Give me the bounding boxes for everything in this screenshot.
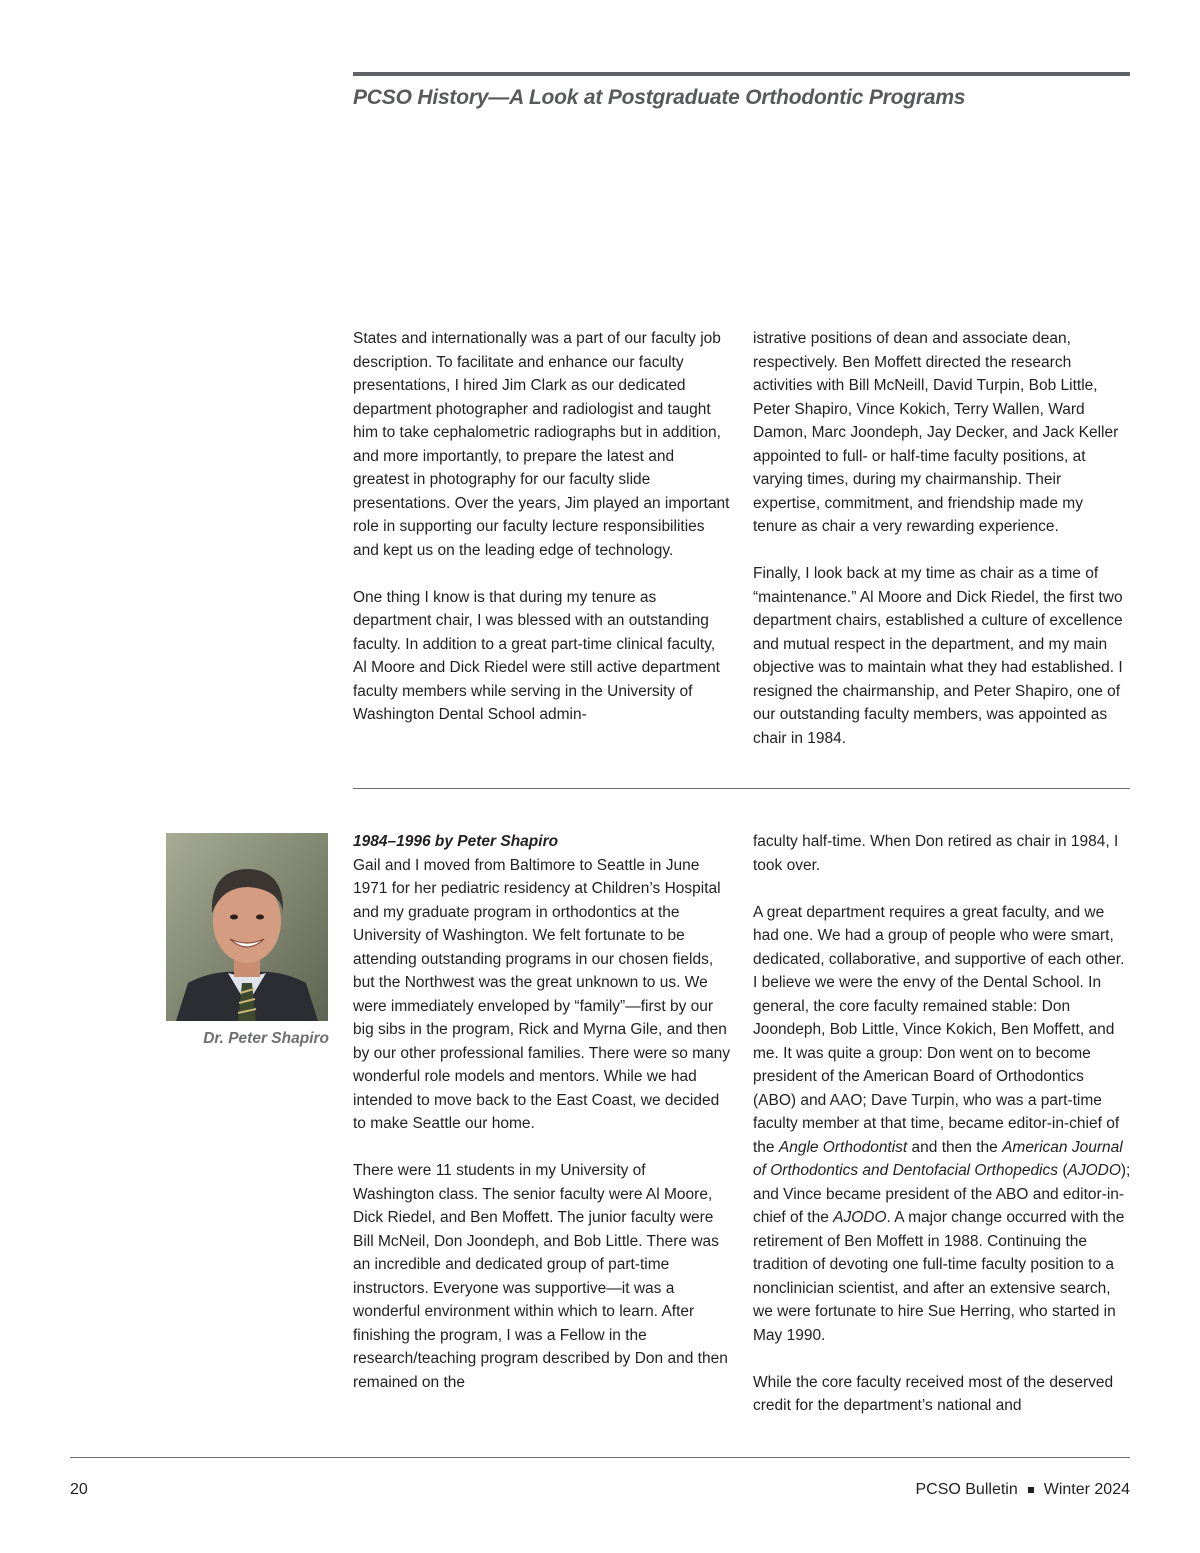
paragraph: There were 11 students in my University of Washington class. The senior faculty were Al Moore, Dick Riedel, and Ben Moffett. The junior faculty were Bill McNeil, Don Joondeph, and Bob Little. There was an incredible and dedicated group of part-time instructors. Everyone was supportive—it was a wonderful environment within which to learn. After finishing the program, I was a Fellow in the research/teaching program described by Don and then remained on the (353, 1162, 728, 1391)
journal-title: American Journal of Orthodontics and Dentofacial Orthopedics (753, 1138, 1123, 1179)
portrait-illustration (166, 833, 328, 1021)
page-title: PCSO History—A Look at Postgraduate Orthodontic Programs (353, 86, 966, 109)
paragraph: Finally, I look back at my time as chair as a time of “maintenance.” Al Moore and Dick Riedel, the first two department chairs, established a culture of excellence and mutual respect in the department, and my main objective was to maintain what they had established. I resigned the chairmanship, and Peter Shapiro, one of our outstanding faculty members, was appointed as chair in 1984. (753, 565, 1123, 747)
footer-rule (70, 1457, 1130, 1458)
section2-right-column (753, 830, 1131, 1418)
text-run: ( (1058, 1162, 1068, 1179)
journal-abbreviation: AJODO (833, 1209, 887, 1226)
section2-left-column (353, 830, 731, 1394)
journal-title: Angle Orthodontist (778, 1138, 908, 1156)
paragraph-text: Gail and I moved from Baltimore to Seattle in June 1971 for her pediatric residency at Children’s Hospital and my graduate program in orthodontics at the University of Washington. We felt fortunate to be attending outstanding programs in our chosen fields, but the Northwest was the great unknown to us. We were immediately enveloped by “family”—first by our big sibs in the program, Rick and Myrna Gile, and then by our other professional families. There were so many wonderful role models and mentors. While we had intended to move back to the East Coast, we decided to make Seattle our home. (353, 856, 731, 1132)
paragraph: One thing I know is that during my tenure as department chair, I was blessed with an outstanding faculty. In addition to a great part-time clinical faculty, Al Moore and Dick Riedel were still active department faculty members while serving in the University of Washington Dental School admin- (353, 588, 720, 723)
footer-publication (915, 1481, 1130, 1499)
header-rule (353, 72, 1130, 76)
text-run: A great department requires a great faculty, and we had one. We had a group of people who were smart, dedicated, collaborative, and supportive of each other. I believe we were the envy of the Dental School. In general, the core faculty remained stable: Don Joondeph, Bob Little, Vince Kokich, Ben Moffett, and me. It was quite a group: Don went on to become president of the American Board of Orthodontics (ABO) and AAO; Dave Turpin, who was a part-time faculty member at that time, became editor-in-chief of the (753, 903, 1125, 1156)
section1-left-column (353, 327, 731, 727)
page-number: 20 (70, 1481, 88, 1498)
paragraph: istrative positions of dean and associate dean, respectively. Ben Moffett directed the research activities with Bill McNeill, David Turpin, Bob Little, Peter Shapiro, Vince Kokich, Terry Wallen, Ward Damon, Marc Joondeph, Jay Decker, and Jack Keller appointed to full- or half-time faculty positions, at varying times, during my chairmanship. Their expertise, commitment, and friendship made my tenure as chair a very rewarding experience. (753, 330, 1119, 535)
text-run: . A major change occurred with the retirement of Ben Moffett in 1988. Continuing the tradition of devoting one full-time faculty position to a nonclinician scientist, and after an extensive search, we were fortunate to hire Sue Herring, who started in May 1990. (753, 1209, 1125, 1344)
paragraph: faculty half-time. When Don retired as chair in 1984, I took over. (753, 833, 1119, 874)
text-run: and then the (907, 1138, 1003, 1156)
paragraph (753, 901, 1131, 1348)
section-divider (353, 788, 1130, 789)
portrait-photo (166, 833, 328, 1021)
paragraph: While the core faculty received most of the deserved credit for the department’s national and (753, 1373, 1114, 1414)
paragraph: States and internationally was a part of our faculty job description. To facilitate and enhance our faculty presentations, I hired Jim Clark as our dedicated department photographer and radiologist and taught him to take cephalometric radiographs but in addition, and more importantly, to prepare the latest and greatest in photography for our faculty slide presentations. Over the years, Jim played an important role in supporting our faculty lecture responsibilities and kept us on the leading edge of technology. (353, 330, 730, 559)
section1-right-column (753, 327, 1131, 750)
issue-date: Winter 2024 (1043, 1481, 1130, 1498)
section-heading: 1984–1996 by Peter Shapiro (353, 833, 559, 850)
journal-abbreviation: AJODO (1067, 1162, 1121, 1179)
photo-caption: Dr. Peter Shapiro (203, 1030, 329, 1047)
paragraph (353, 830, 731, 1136)
text-run: ); and Vince became president of the ABO and editor-in-chief of the (753, 1162, 1131, 1226)
publication-name: PCSO Bulletin (915, 1481, 1018, 1498)
square-bullet-icon (1028, 1487, 1034, 1493)
